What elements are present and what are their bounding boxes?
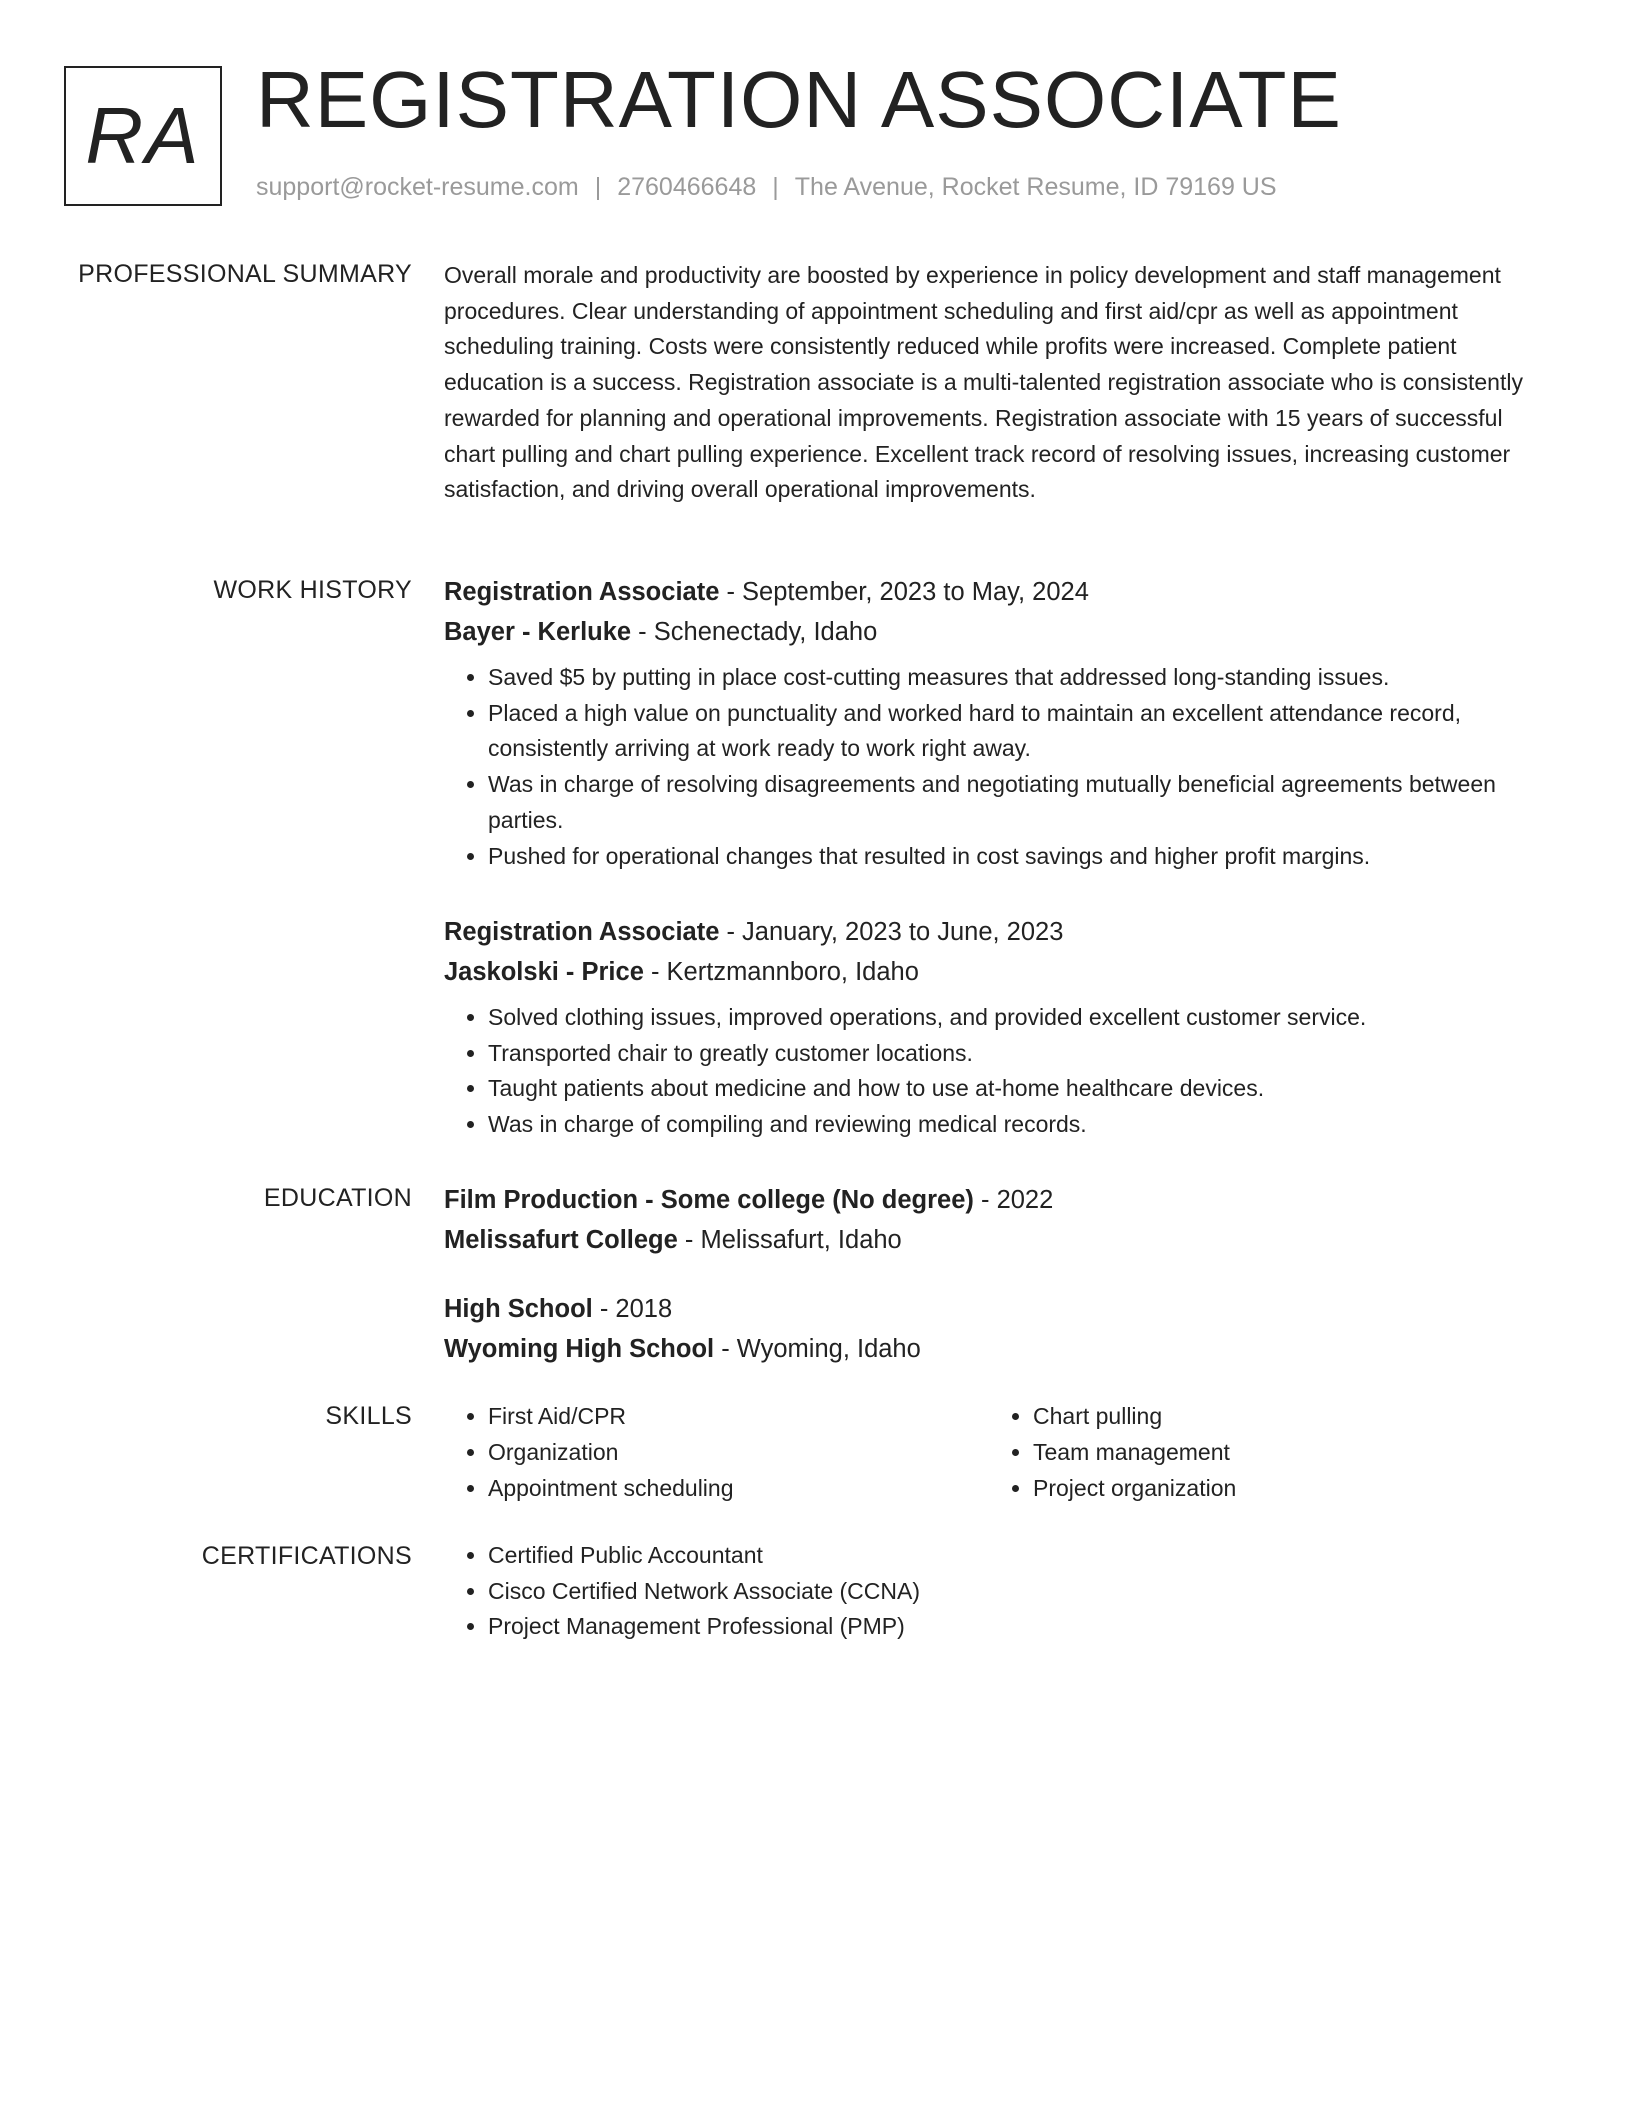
job-title: Registration Associate [444, 918, 720, 946]
contact-email: support@rocket-resume.com [256, 173, 579, 201]
skills-body [444, 1398, 1554, 1506]
contact-separator: | [772, 173, 779, 201]
education-degree-line [444, 1289, 1554, 1329]
skill-item: • Appointment scheduling [488, 1470, 989, 1506]
education-body-2 [444, 1289, 1554, 1369]
contact-address: The Avenue, Rocket Resume, ID 79169 US [794, 173, 1277, 201]
job-title-line [444, 912, 1554, 952]
skill-item: • First Aid/CPR [488, 1398, 989, 1434]
certification-item: • Certified Public Accountant [488, 1538, 1554, 1574]
education-year: - 2022 [973, 1186, 1054, 1214]
job-company-line [444, 952, 1554, 992]
work-history-body [444, 572, 1554, 874]
education-body [444, 1180, 1554, 1260]
monogram-box [64, 66, 222, 206]
certifications-list [444, 1538, 1554, 1645]
job-bullet: • Transported chair to greatly customer locations. [488, 1036, 1554, 1072]
job-entry [444, 912, 1554, 1143]
education-year: - 2018 [592, 1295, 673, 1323]
job-title: Registration Associate [444, 578, 720, 606]
education-location: - Wyoming, Idaho [714, 1335, 921, 1363]
summary-text: Overall morale and productivity are boosted by experience in policy development and staff management procedures. Clear understanding of appointment scheduling and first aid/cpr as well as appointment scheduling training. Costs were consistently reduced while profits were increased. Complete patient education is a success. Registration associate is a multi-talented registration associate who is consistently rewarded for planning and operational improvements. Registration associate with 15 years of successful chart pulling and chart pulling experience. Excellent track record of resolving issues, increasing customer satisfaction, and driving overall operational improvements. [444, 262, 1523, 503]
certification-item: • Project Management Professional (PMP) [488, 1609, 1554, 1645]
job-bullet: • Saved $5 by putting in place cost-cutting measures that addressed long-standing issues. [488, 660, 1554, 696]
skill-item: • Project organization [1033, 1470, 1534, 1506]
job-company-line [444, 612, 1554, 652]
job-bullet: • Pushed for operational changes that resulted in cost savings and higher profit margins. [488, 839, 1554, 875]
education-label: EDUCATION [263, 1184, 412, 1212]
skills-column-left [444, 1398, 989, 1506]
job-company: Bayer - Kerluke [444, 618, 632, 646]
education-entry [444, 1180, 1554, 1260]
job-entry [444, 572, 1554, 874]
education-entry [444, 1289, 1554, 1369]
job-dates: - September, 2023 to May, 2024 [719, 578, 1089, 606]
education-degree: Film Production - Some college (No degree) [444, 1186, 974, 1214]
job-title-line [444, 572, 1554, 612]
education-school: Melissafurt College [444, 1226, 678, 1254]
skill-item: • Team management [1033, 1434, 1534, 1470]
resume-title: REGISTRATION ASSOCIATE [256, 55, 1342, 144]
certifications-label: CERTIFICATIONS [201, 1542, 412, 1570]
job-location: - Kertzmannboro, Idaho [643, 958, 919, 986]
skills-grid [444, 1398, 1554, 1506]
skills-label: SKILLS [325, 1402, 412, 1430]
summary-body [444, 258, 1554, 508]
contact-phone: 2760466648 [617, 173, 757, 201]
monogram-initials: RA [85, 91, 201, 180]
certification-item: • Cisco Certified Network Associate (CCNA) [488, 1574, 1554, 1610]
education-degree-line [444, 1180, 1554, 1220]
education-degree: High School [444, 1295, 593, 1323]
education-location: - Melissafurt, Idaho [677, 1226, 902, 1254]
education-school-line [444, 1329, 1554, 1369]
job-location: - Schenectady, Idaho [631, 618, 878, 646]
job-bullet: • Taught patients about medicine and how to use at-home healthcare devices. [488, 1071, 1554, 1107]
job-bullet: • Solved clothing issues, improved operations, and provided excellent customer service. [488, 1000, 1554, 1036]
job-dates: - January, 2023 to June, 2023 [719, 918, 1064, 946]
job-company: Jaskolski - Price [444, 958, 644, 986]
skill-item: • Chart pulling [1033, 1398, 1534, 1434]
job-bullets [444, 1000, 1554, 1143]
skill-item: • Organization [488, 1434, 989, 1470]
contact-line [256, 172, 1277, 202]
job-bullets [444, 660, 1554, 874]
skills-column-right [989, 1398, 1534, 1506]
job-bullet: • Was in charge of compiling and reviewing medical records. [488, 1107, 1554, 1143]
contact-separator: | [594, 173, 602, 201]
summary-label: PROFESSIONAL SUMMARY [78, 260, 412, 288]
education-school: Wyoming High School [444, 1335, 715, 1363]
certifications-body [444, 1538, 1554, 1645]
job-bullet: • Placed a high value on punctuality and worked hard to maintain an excellent attendance record, consistently arriving at work ready to work right away. [488, 696, 1554, 767]
education-school-line [444, 1220, 1554, 1260]
work-history-label: WORK HISTORY [213, 576, 412, 604]
job-bullet: • Was in charge of resolving disagreements and negotiating mutually beneficial agreements between parties. [488, 767, 1554, 838]
work-history-body-2 [444, 912, 1554, 1143]
